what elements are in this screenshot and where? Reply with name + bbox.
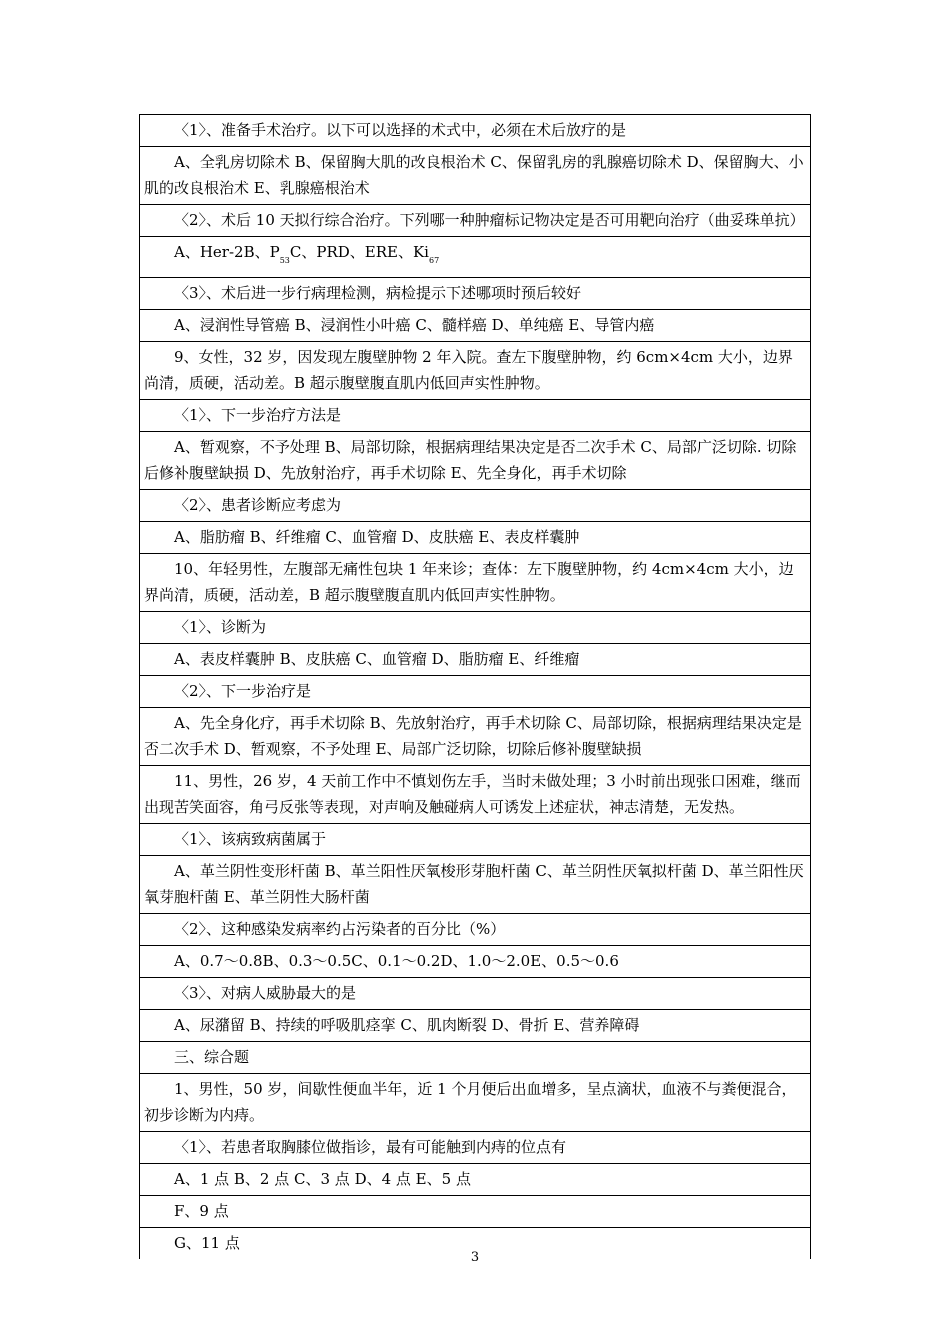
question-cell: 10、年轻男性，左腹部无痛性包块 1 年来诊；查体：左下腹壁肿物，约 4cm×4cm 大小，边界尚清，质硬，活动差，B 超示腹壁腹直肌内低回声实性肿物。 [140,554,811,612]
question-cell: G、11 点 [140,1228,811,1260]
question-table [139,114,811,1259]
question-cell: 〈1〉、下一步治疗方法是 [140,400,811,432]
question-cell: 〈2〉、患者诊断应考虑为 [140,490,811,522]
table-row [140,310,811,342]
question-cell: A、革兰阴性变形杆菌 B、革兰阳性厌氧梭形芽胞杆菌 C、革兰阴性厌氧拟杆菌 D、革兰阳性厌氧芽胞杆菌 E、革兰阴性大肠杆菌 [140,856,811,914]
table-row [140,554,811,612]
table-row [140,115,811,147]
page-number: 3 [470,1250,480,1265]
table-row [140,612,811,644]
question-cell: 〈1〉、该病致病菌属于 [140,824,811,856]
question-cell: 11、男性，26 岁，4 天前工作中不慎划伤左手，当时未做处理；3 小时前出现张口困难，继而出现苦笑面容，角弓反张等表现，对声响及触碰病人可诱发上述症状，神志清楚，无发热。 [140,766,811,824]
question-cell: A、浸润性导管癌 B、浸润性小叶癌 C、髓样癌 D、单纯癌 E、导管内癌 [140,310,811,342]
question-cell: A、1 点 B、2 点 C、3 点 D、4 点 E、5 点 [140,1164,811,1196]
table-row [140,1010,811,1042]
table-row [140,824,811,856]
table-row [140,205,811,237]
question-cell: 〈1〉、诊断为 [140,612,811,644]
question-cell: 1、男性，50 岁，间歇性便血半年，近 1 个月便后出血增多，呈点滴状，血液不与粪便混合，初步诊断为内痔。 [140,1074,811,1132]
table-row [140,708,811,766]
table-row [140,400,811,432]
question-cell: 〈2〉、术后 10 天拟行综合治疗。下列哪一种肿瘤标记物决定是否可用靶向治疗（曲妥珠单抗） [140,205,811,237]
marker-options-cell [140,237,811,278]
question-cell: 〈2〉、这种感染发病率约占污染者的百分比（%） [140,914,811,946]
table-row [140,147,811,205]
table-row [140,490,811,522]
question-cell: F、9 点 [140,1196,811,1228]
question-cell: 〈1〉、准备手术治疗。以下可以选择的术式中，必须在术后放疗的是 [140,115,811,147]
table-row [140,1196,811,1228]
table-row [140,978,811,1010]
table-row [140,432,811,490]
question-cell: A、先全身化疗，再手术切除 B、先放射治疗，再手术切除 C、局部切除，根据病理结果决定是否二次手术 D、暂观察，不予处理 E、局部广泛切除，切除后修补腹壁缺损 [140,708,811,766]
question-cell: A、尿潴留 B、持续的呼吸肌痉挛 C、肌肉断裂 D、骨折 E、营养障碍 [140,1010,811,1042]
table-row [140,914,811,946]
question-cell: A、表皮样囊肿 B、皮肤癌 C、血管瘤 D、脂肪瘤 E、纤维瘤 [140,644,811,676]
question-cell: 〈3〉、对病人威胁最大的是 [140,978,811,1010]
table-row [140,766,811,824]
option-text: C、PRD、ERE、Ki [289,243,429,261]
question-cell: 〈1〉、若患者取胸膝位做指诊，最有可能触到内痔的位点有 [140,1132,811,1164]
table-row [140,237,811,278]
table-row [140,1074,811,1132]
question-cell: 9、女性，32 岁，因发现左腹壁肿物 2 年入院。查左下腹壁肿物，约 6cm×4cm 大小，边界尚清，质硬，活动差。B 超示腹壁腹直肌内低回声实性肿物。 [140,342,811,400]
subscript-text: 67 [428,256,440,265]
question-cell: A、全乳房切除术 B、保留胸大肌的改良根治术 C、保留乳房的乳腺癌切除术 D、保留胸大、小肌的改良根治术 E、乳腺癌根治术 [140,147,811,205]
question-cell: 〈2〉、下一步治疗是 [140,676,811,708]
question-cell: A、0.7～0.8B、0.3～0.5C、0.1～0.2D、1.0～2.0E、0.5～0.6 [140,946,811,978]
table-row [140,644,811,676]
table-row [140,1132,811,1164]
table-row [140,342,811,400]
option-text: A、Her-2B、P [174,243,280,261]
table-row [140,676,811,708]
question-cell: 〈3〉、术后进一步行病理检测，病检提示下述哪项时预后较好 [140,278,811,310]
table-row [140,1042,811,1074]
table-row [140,946,811,978]
table-row [140,278,811,310]
question-cell: A、脂肪瘤 B、纤维瘤 C、血管瘤 D、皮肤癌 E、表皮样囊肿 [140,522,811,554]
table-row [140,856,811,914]
table-row [140,522,811,554]
question-cell: 三、综合题 [140,1042,811,1074]
question-cell: A、暂观察，不予处理 B、局部切除，根据病理结果决定是否二次手术 C、局部广泛切除. 切除后修补腹壁缺损 D、先放射治疗，再手术切除 E、先全身化，再手术切除 [140,432,811,490]
table-row [140,1164,811,1196]
subscript-text: 53 [279,256,290,265]
